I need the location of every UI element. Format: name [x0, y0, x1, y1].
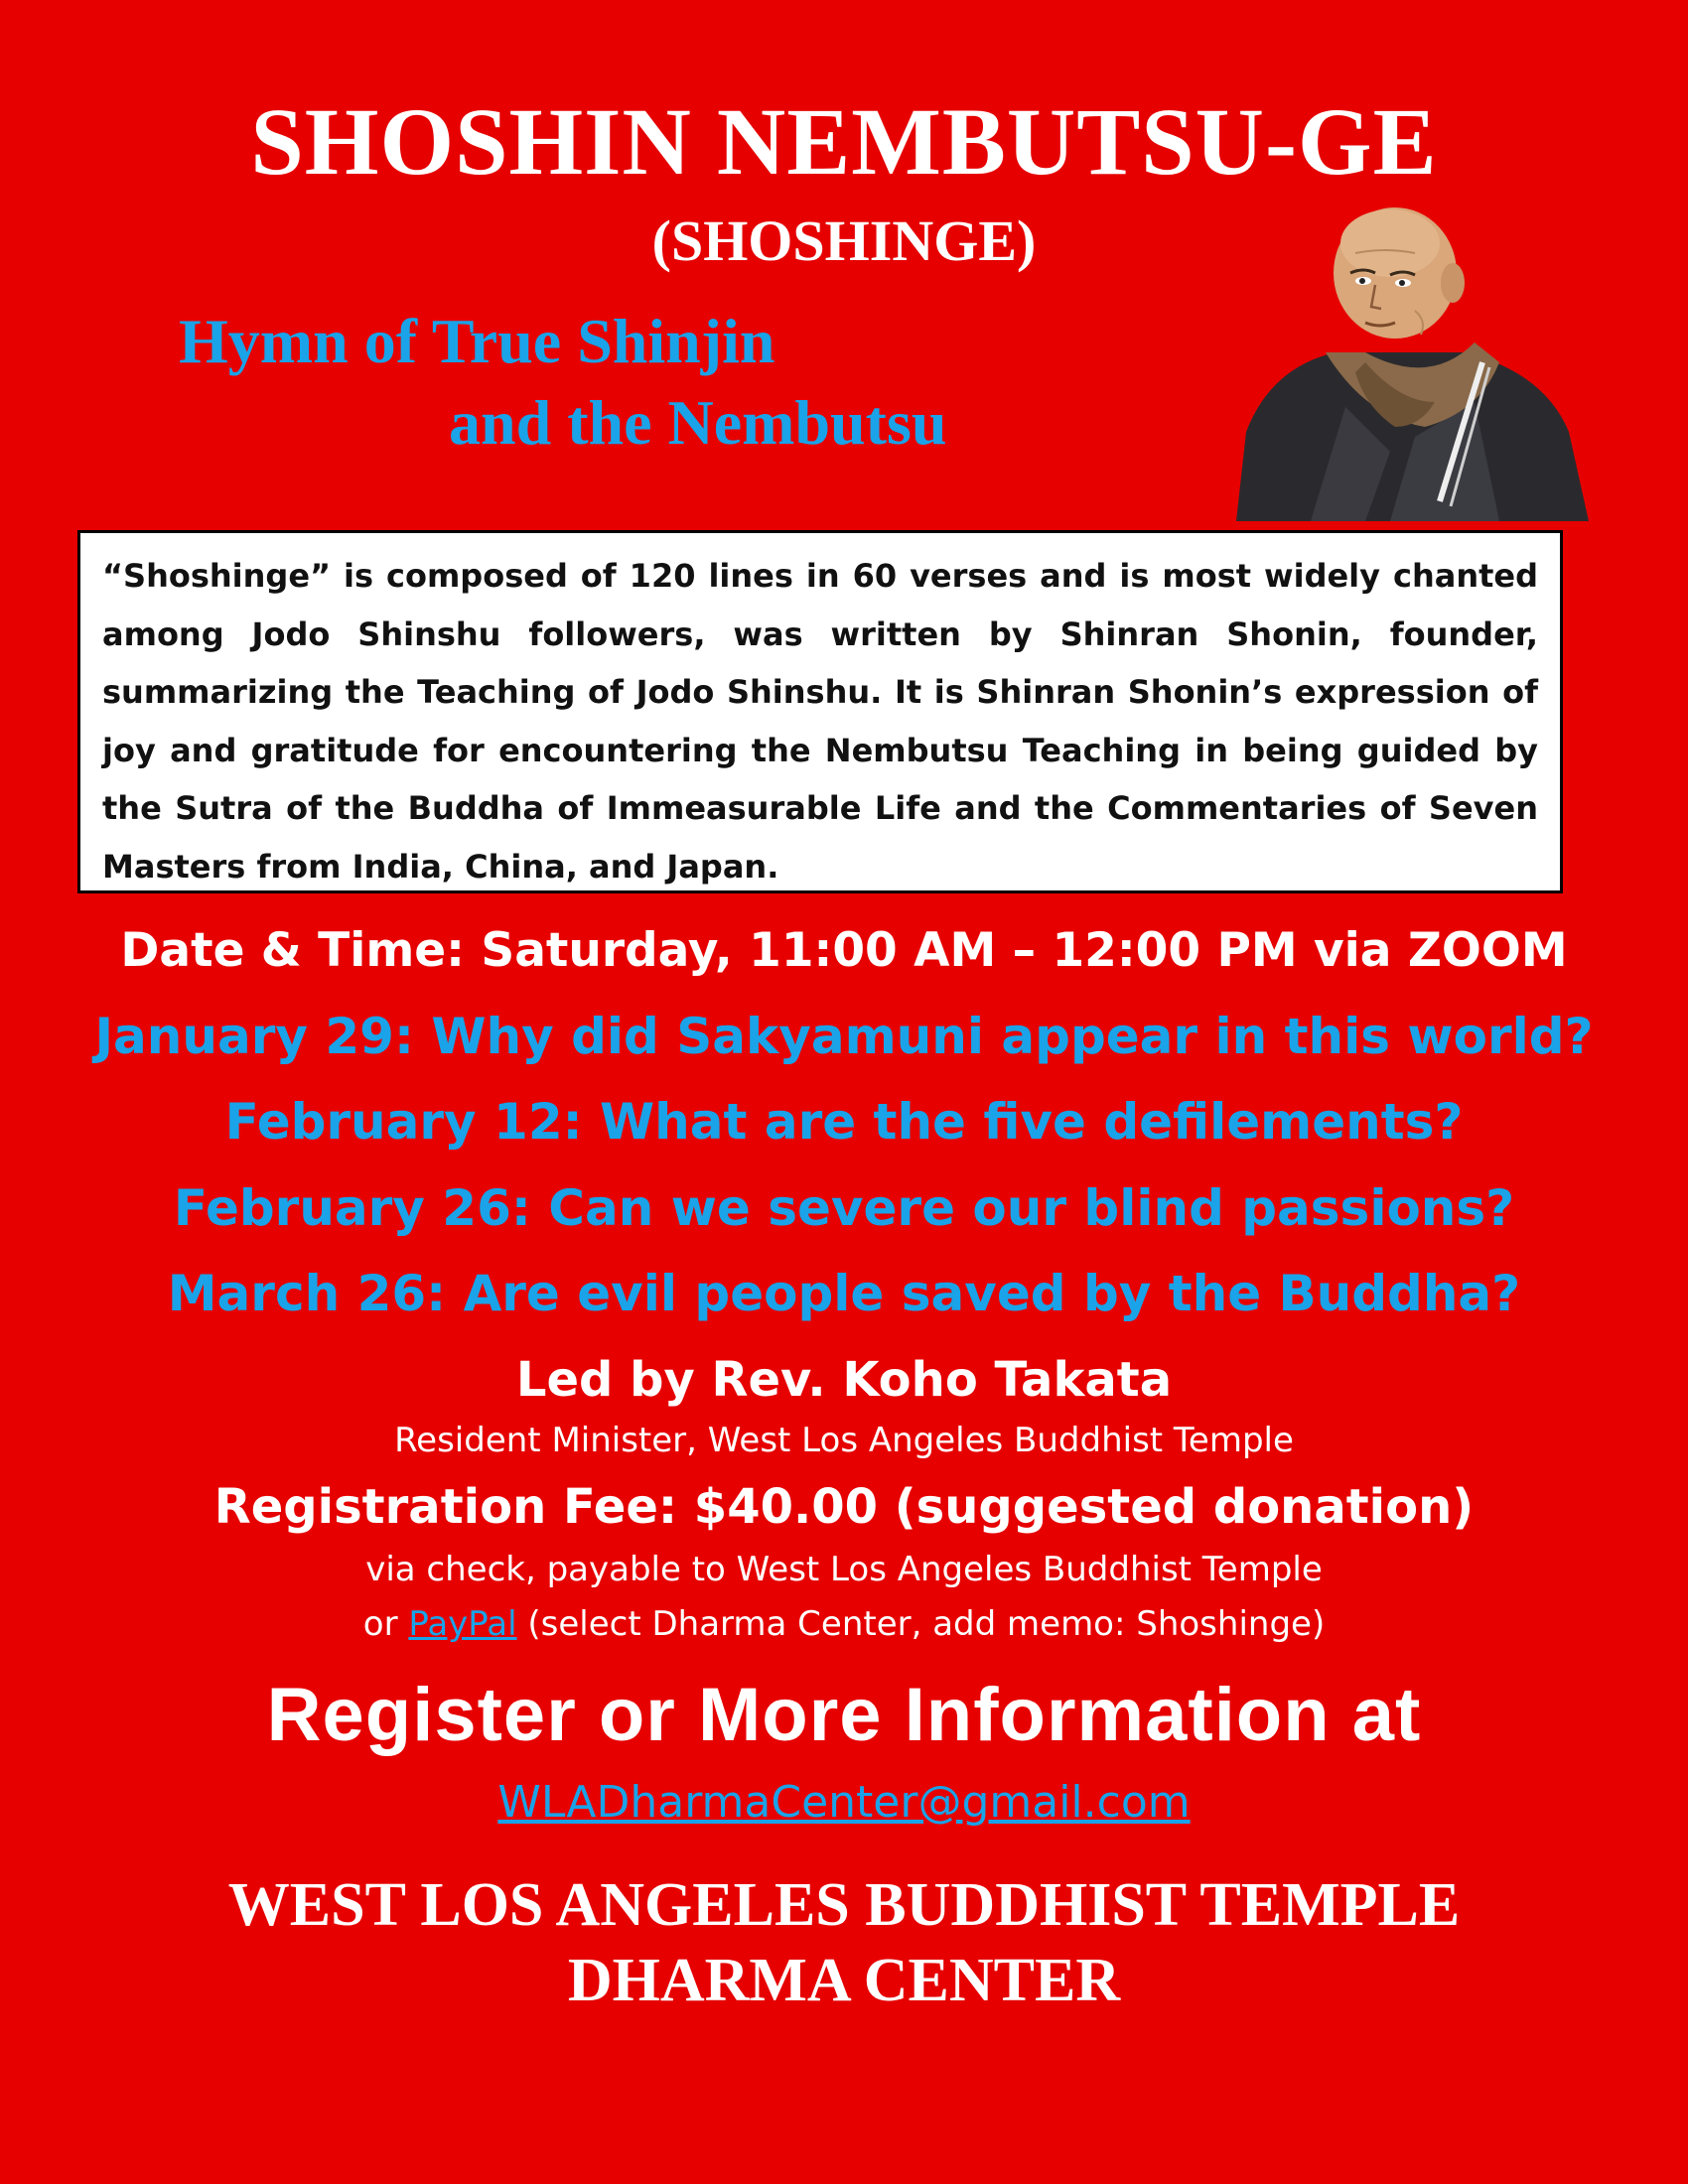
organization-name: WEST LOS ANGELES BUDDHIST TEMPLE: [227, 1871, 1461, 1939]
description-line: the Sutra of the Buddha of Immeasurable Life and the Commentaries of Seven: [102, 789, 1538, 827]
description-line: Masters from India, China, and Japan.: [102, 847, 779, 886]
description-line: “Shoshinge” is composed of 120 lines in 60 verses and is most widely chanted: [102, 557, 1538, 595]
paypal-link[interactable]: PayPal: [408, 1604, 517, 1644]
paypal-note: (select Dharma Center, add memo: Shoshinge): [516, 1604, 1326, 1644]
description-box: [77, 530, 1563, 893]
date-time: Date & Time: Saturday, 11:00 AM – 12:00 PM via ZOOM: [120, 923, 1568, 978]
session-item: March 26: Are evil people saved by the Buddha?: [167, 1265, 1521, 1322]
registration-fee: Registration Fee: $40.00 (suggested donation): [213, 1479, 1475, 1535]
description-line: among Jodo Shinshu followers, was written by Shinran Shonin, founder,: [102, 614, 1538, 653]
hymn-title-line-2: and the Nembutsu: [449, 387, 947, 458]
register-heading: Register or More Information at: [266, 1673, 1422, 1757]
session-item: February 12: What are the five defilements?: [224, 1093, 1464, 1151]
leader-role: Resident Minister, West Los Angeles Buddhist Temple: [394, 1421, 1294, 1460]
session-item: January 29: Why did Sakyamuni appear in this world?: [94, 1008, 1594, 1065]
description-line: summarizing the Teaching of Jodo Shinshu. It is Shinran Shonin’s expression of: [102, 673, 1538, 711]
shinran-portrait-image: [1216, 204, 1594, 521]
session-item: February 26: Can we severe our blind passions?: [173, 1179, 1515, 1237]
main-title: SHOSHIN NEMBUTSU-GE: [250, 88, 1438, 195]
email-link[interactable]: WLADharmaCenter@gmail.com: [497, 1777, 1191, 1828]
description-line: joy and gratitude for encountering the Nembutsu Teaching in being guided by: [102, 731, 1538, 769]
payment-check-line: via check, payable to West Los Angeles Buddhist Temple: [365, 1550, 1323, 1589]
leader-name: Led by Rev. Koho Takata: [515, 1352, 1173, 1408]
hymn-title-line-1: Hymn of True Shinjin: [179, 306, 775, 376]
payment-or-text: or: [362, 1604, 409, 1644]
organization-subname: DHARMA CENTER: [567, 1947, 1121, 2014]
payment-paypal-line: [0, 1601, 1688, 1647]
subtitle: (SHOSHINGE): [651, 208, 1037, 273]
